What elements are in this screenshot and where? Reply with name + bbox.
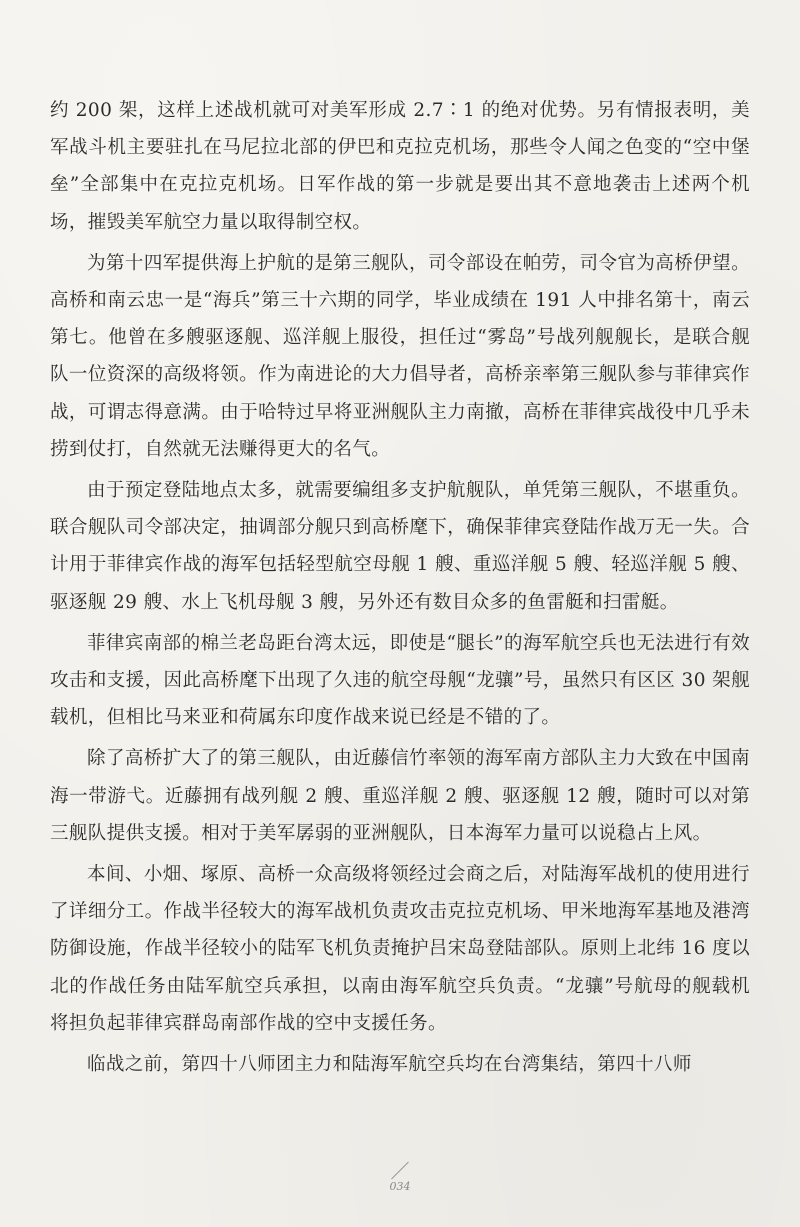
paragraph-7: 临战之前，第四十八师团主力和陆海军航空兵均在台湾集结，第四十八师 xyxy=(87,1054,692,1076)
paragraph-1: 约 200 架，这样上述战机就可对美军形成 2.7∶1 的绝对优势。另有情报表明，美军战斗机主要驻扎在马尼拉北部的伊巴和克拉克机场，那些令人闻之色变的“空中堡垒”全部集中在克拉克机场。日军作战的第一步就是要出其不意地袭击上述两个机场，摧毁美军航空力量以取得制空权。 xyxy=(50,100,750,233)
page-number: 034 xyxy=(389,1180,411,1193)
paragraph-6: 本间、小畑、塚原、高桥一众高级将领经过会商之后，对陆海军战机的使用进行了详细分工。作战半径较大的海军战机负责攻击克拉克机场、甲米地海军基地及港湾防御设施，作战半径较小的陆军飞机负责掩护吕宋岛登陆部队。原则上北纬 16 度以北的作战任务由陆军航空兵承担，以南由海军航空兵负责。“龙骧”号航母的舰载机将担负起菲律宾群岛南部作战的空中支援任务。 xyxy=(50,864,750,1034)
body-text xyxy=(50,92,750,1087)
paragraph-5: 除了高桥扩大了的第三舰队，由近藤信竹率领的海军南方部队主力大致在中国南海一带游弋。近藤拥有战列舰 2 艘、重巡洋舰 2 艘、驱逐舰 12 艘，随时可以对第三舰队提供支援。相对于美军孱弱的亚洲舰队，日本海军力量可以说稳占上风。 xyxy=(50,748,750,844)
page-number-ornament xyxy=(391,1162,409,1180)
paragraph-3: 由于预定登陆地点太多，就需要编组多支护航舰队，单凭第三舰队，不堪重负。联合舰队司令部决定，抽调部分舰只到高桥麾下，确保菲律宾登陆作战万无一失。合计用于菲律宾作战的海军包括轻型航空母舰 1 艘、重巡洋舰 5 艘、轻巡洋舰 5 艘、驱逐舰 29 艘、水上飞机母舰 3 艘，另外还有数目众多的鱼雷艇和扫雷艇。 xyxy=(50,480,750,613)
paragraph-2: 为第十四军提供海上护航的是第三舰队，司令部设在帕劳，司令官为高桥伊望。高桥和南云忠一是“海兵”第三十六期的同学，毕业成绩在 191 人中排名第十，南云第七。他曾在多艘驱逐舰、巡洋舰上服役，担任过“雾岛”号战列舰舰长，是联合舰队一位资深的高级将领。作为南进论的大力倡导者，高桥亲率第三舰队参与菲律宾作战，可谓志得意满。由于哈特过早将亚洲舰队主力南撤，高桥在菲律宾战役中几乎未捞到仗打，自然就无法赚得更大的名气。 xyxy=(50,252,750,460)
paragraph-4: 菲律宾南部的棉兰老岛距台湾太远，即使是“腿长”的海军航空兵也无法进行有效攻击和支援，因此高桥麾下出现了久违的航空母舰“龙骧”号，虽然只有区区 30 架舰载机，但相比马来亚和荷属东印度作战来说已经是不错的了。 xyxy=(50,632,750,729)
